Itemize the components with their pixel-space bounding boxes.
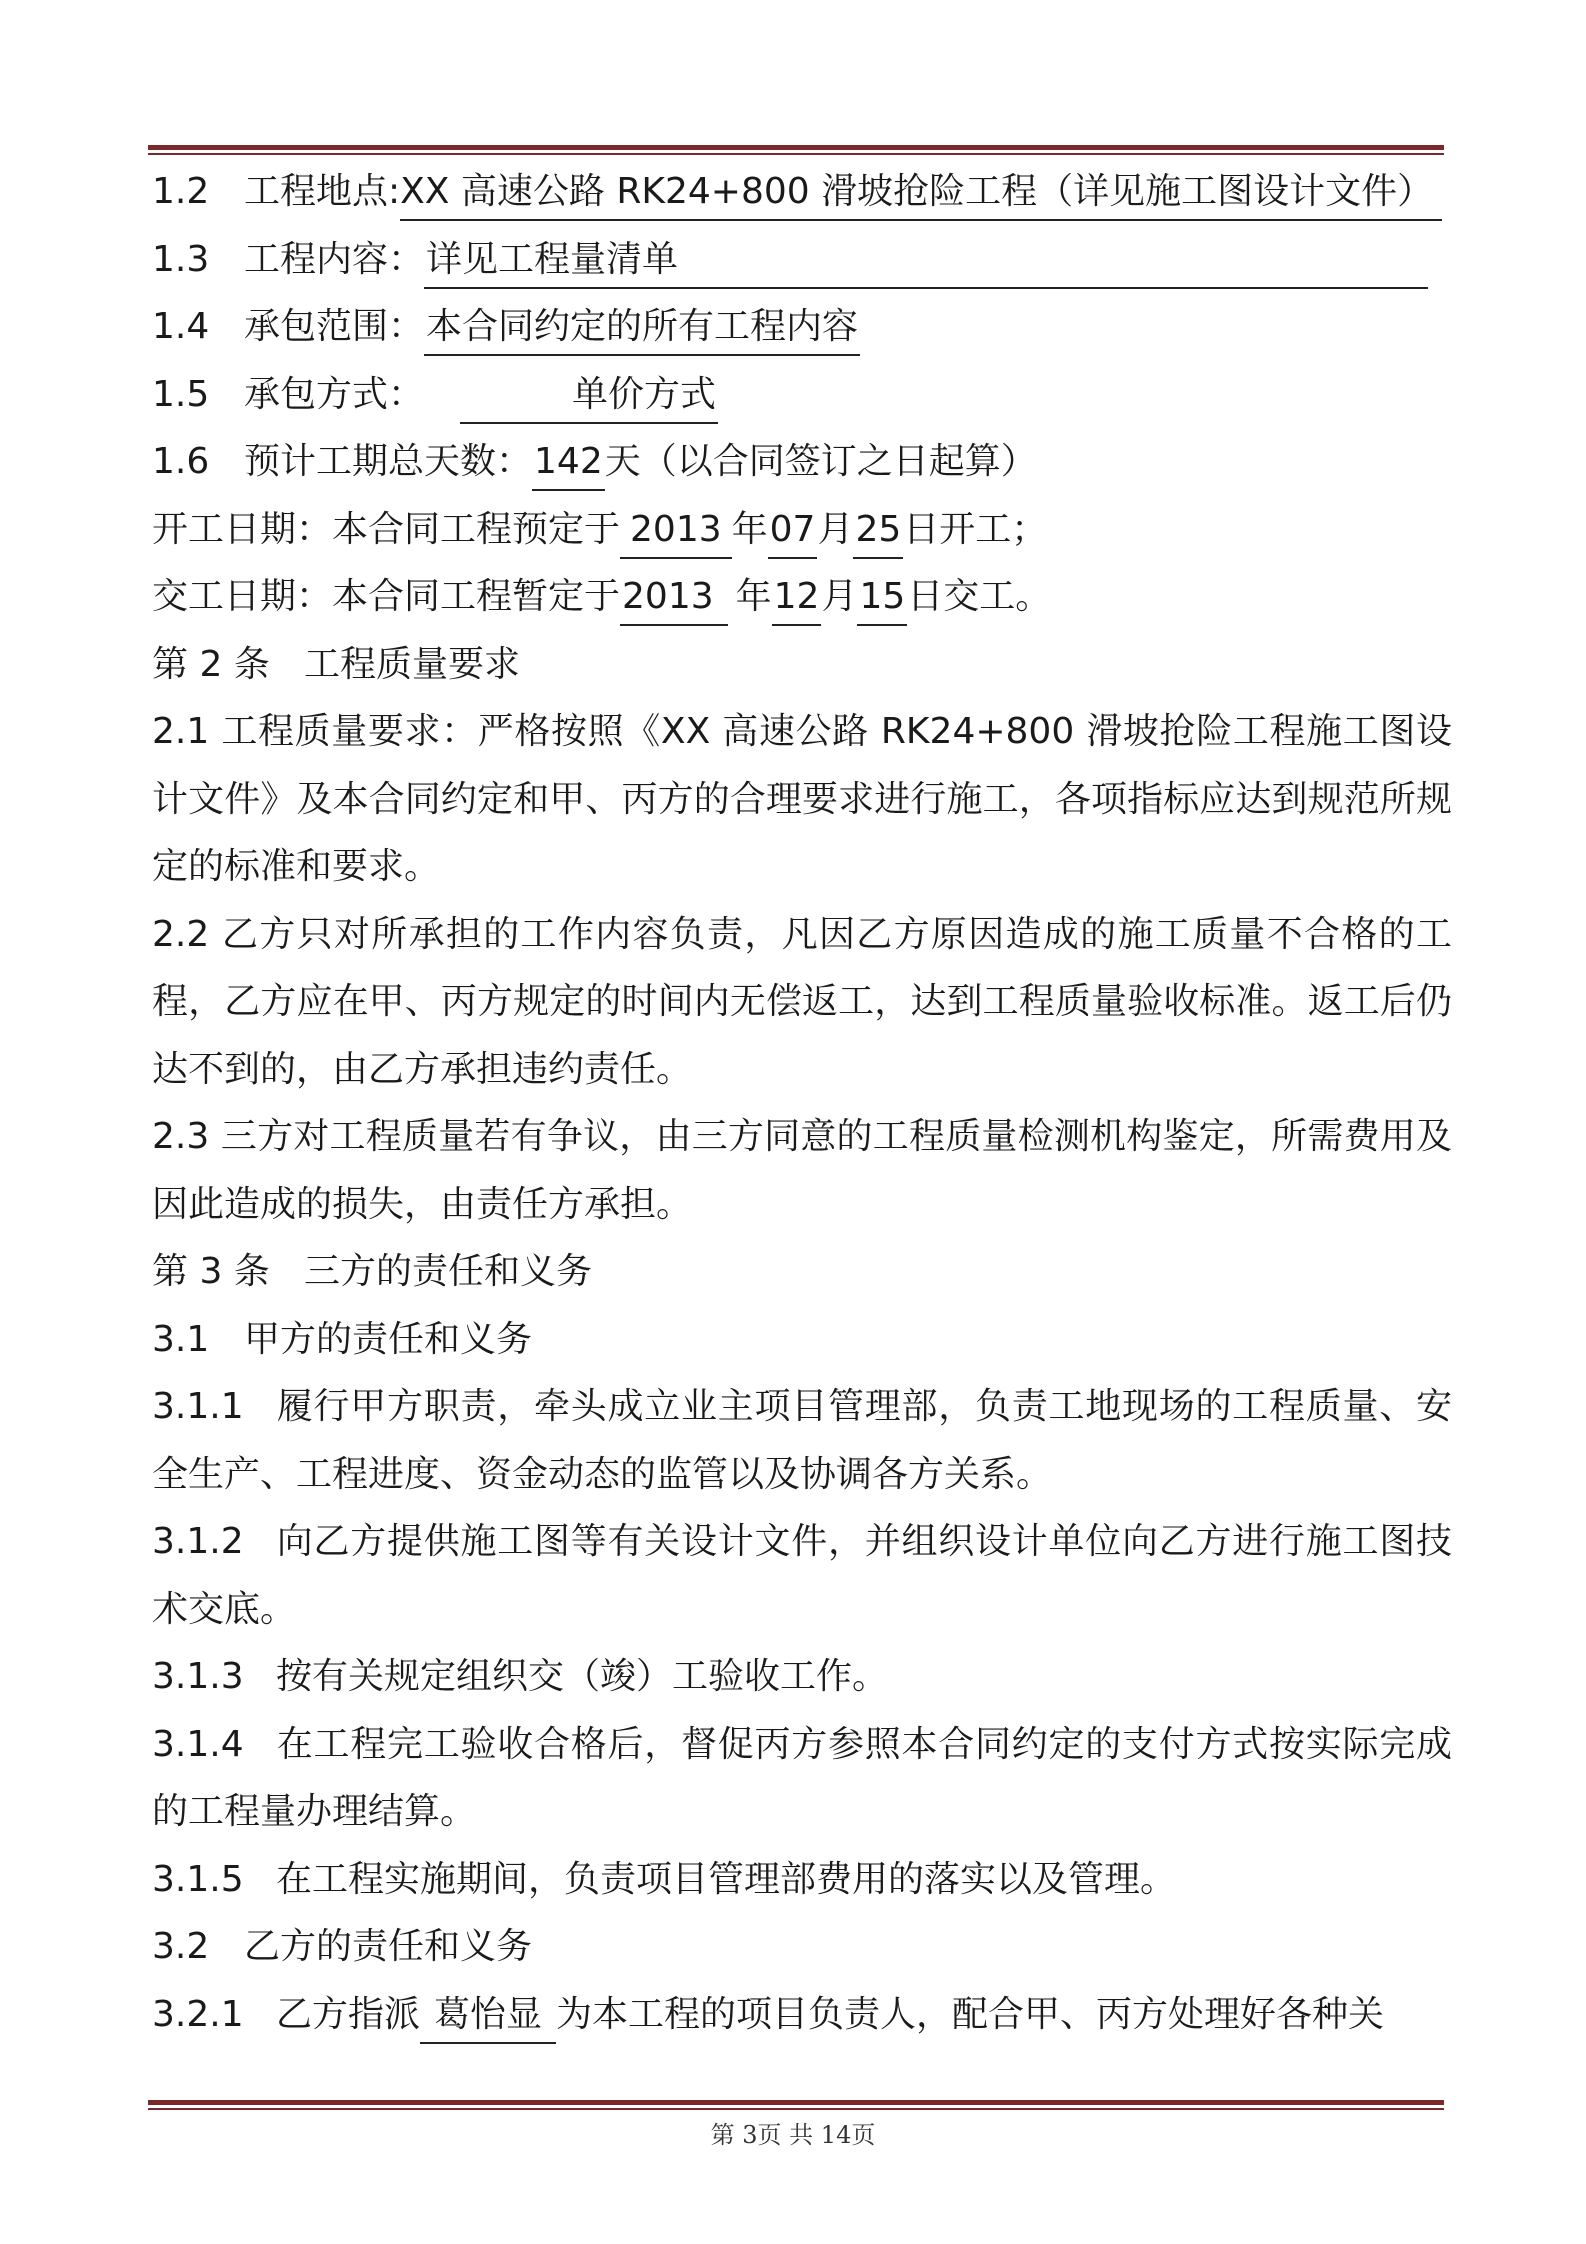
clause-number: 3.1.5 xyxy=(152,1858,244,1900)
year-unit: 年 xyxy=(731,508,768,550)
paragraph-3-1-3 xyxy=(152,1643,1452,1711)
clause-number: 3.1 xyxy=(152,1318,210,1360)
page-body xyxy=(152,158,1452,2048)
article-number: 第 3 条 xyxy=(152,1251,270,1292)
clause-3-2 xyxy=(152,1913,1452,1981)
footer-rule xyxy=(148,2100,1444,2110)
clause-text: 履行甲方职责，牵头成立业主项目管理部，负责工地现场的工程质量、安全生产、工程进度、资金动态的监管以及协调各方关系。 xyxy=(152,1386,1452,1495)
article-number: 第 2 条 xyxy=(152,643,270,685)
clause-number: 3.2.1 xyxy=(152,1993,244,2035)
clause-1-3 xyxy=(152,226,1452,294)
location-value: XX 高速公路 RK24+800 滑坡抢险工程（详见施工图设计文件） xyxy=(400,165,1442,221)
article-title: 工程质量要求 xyxy=(304,643,521,685)
finish-label: 交工日期：本合同工程暂定于 xyxy=(152,576,621,617)
header-rule xyxy=(148,145,1444,155)
paragraph-2-3: 2.3 三方对工程质量若有争议，由三方同意的工程质量检测机构鉴定，所需费用及因此造成的损失，由责任方承担。 xyxy=(152,1116,1452,1225)
start-day: 25 xyxy=(853,503,903,559)
days-value: 142 xyxy=(532,435,605,491)
clause-1-6 xyxy=(152,428,1452,496)
clause-number: 1.5 xyxy=(152,373,210,415)
clause-text: 向乙方提供施工图等有关设计文件，并组织设计单位向乙方进行施工图技术交底。 xyxy=(152,1521,1452,1630)
clause-number: 3.2 xyxy=(152,1926,210,1967)
clause-label: 承包方式： xyxy=(244,373,425,415)
clause-number: 3.1.1 xyxy=(152,1386,244,1427)
paragraph-3-2-1 xyxy=(152,1981,1452,2049)
clause-label: 工程地点: xyxy=(244,171,401,212)
paragraph-3-1-1 xyxy=(152,1373,1452,1508)
finish-year: 2013 xyxy=(620,570,728,626)
month-unit: 月 xyxy=(821,576,858,617)
paragraph-2-2: 2.2 乙方只对所承担的工作内容负责，凡因乙方原因造成的施工质量不合格的工程，乙方应在甲、丙方规定的时间内无偿返工，达到工程质量验收标准。返工后仍达不到的，由乙方承担违约责任。 xyxy=(152,913,1452,1090)
clause-1-2 xyxy=(152,158,1452,226)
clause-title: 乙方的责任和义务 xyxy=(244,1926,533,1967)
paragraph-3-1-4 xyxy=(152,1711,1452,1846)
clause-number: 1.2 xyxy=(152,171,210,212)
paragraph-2-1: 2.1 工程质量要求：严格按照《XX 高速公路 RK24+800 滑坡抢险工程施工图设计文件》及本合同约定和甲、丙方的合理要求进行施工，各项指标应达到规范所规定的标准和要求。 xyxy=(152,711,1452,887)
year-unit: 年 xyxy=(735,576,772,617)
clause-text: 在工程完工验收合格后，督促丙方参照本合同约定的支付方式按实际完成的工程量办理结算。 xyxy=(152,1723,1452,1832)
clause-number: 3.1.2 xyxy=(152,1521,244,1562)
start-year: 2013 xyxy=(620,503,732,559)
finish-day: 15 xyxy=(857,570,907,626)
clause-1-5 xyxy=(152,361,1452,429)
day-unit: 日开工； xyxy=(903,508,1048,550)
clause-3-1 xyxy=(152,1306,1452,1374)
day-unit: 日交工。 xyxy=(907,576,1052,617)
clause-text-pre: 乙方指派 xyxy=(276,1993,421,2035)
clause-1-4 xyxy=(152,293,1452,361)
clause-number: 1.4 xyxy=(152,306,210,347)
days-suffix: 天（以合同签订之日起算） xyxy=(604,441,1037,482)
page-number: 第 3页 共 14页 xyxy=(710,2121,876,2149)
clause-number: 1.6 xyxy=(152,441,210,482)
article-2-heading xyxy=(152,631,1452,699)
finish-date-line xyxy=(152,563,1452,631)
clause-label: 承包范围： xyxy=(244,306,425,347)
scope-value: 本合同约定的所有工程内容 xyxy=(424,300,860,356)
start-month: 07 xyxy=(768,503,818,559)
clause-text: 在工程实施期间，负责项目管理部费用的落实以及管理。 xyxy=(276,1858,1177,1900)
paragraph-3-1-5 xyxy=(152,1846,1452,1914)
article-3-heading xyxy=(152,1238,1452,1306)
article-title: 三方的责任和义务 xyxy=(304,1251,593,1292)
clause-number: 3.1.3 xyxy=(152,1656,244,1697)
clause-label: 工程内容： xyxy=(244,238,425,280)
clause-number: 3.1.4 xyxy=(152,1723,244,1765)
project-lead-name: 葛怡显 xyxy=(420,1988,556,2044)
method-value: 单价方式 xyxy=(460,368,718,424)
start-label: 开工日期：本合同工程预定于 xyxy=(152,508,621,550)
finish-month: 12 xyxy=(772,570,822,626)
paragraph-3-1-2 xyxy=(152,1508,1452,1643)
clause-text: 按有关规定组织交（竣）工验收工作。 xyxy=(276,1656,889,1697)
month-unit: 月 xyxy=(817,508,854,550)
clause-number: 1.3 xyxy=(152,238,210,280)
content-value: 详见工程量清单 xyxy=(424,233,1428,289)
clause-title: 甲方的责任和义务 xyxy=(244,1318,533,1360)
start-date-line xyxy=(152,496,1452,564)
clause-label: 预计工期总天数： xyxy=(244,441,533,482)
clause-text-post: 为本工程的项目负责人，配合甲、丙方处理好各种关 xyxy=(556,1993,1385,2035)
